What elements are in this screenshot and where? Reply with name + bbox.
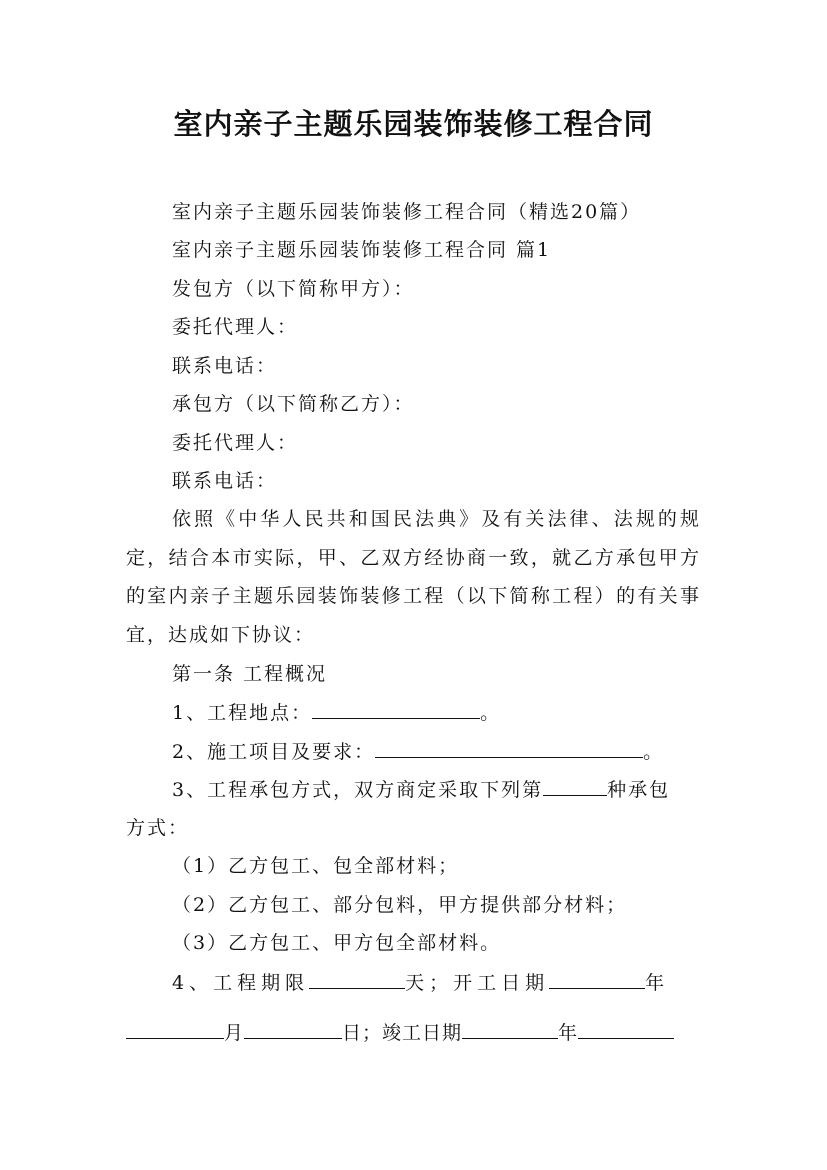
- start-year-blank[interactable]: [549, 969, 645, 989]
- party-b-agent: 委托代理人：: [172, 432, 299, 454]
- article-1-heading: 第一条 工程概况: [172, 663, 328, 685]
- item-1-end: 。: [480, 702, 502, 724]
- start-month-blank[interactable]: [126, 1019, 224, 1039]
- option-3: （3）乙方包工、甲方包全部材料。: [172, 932, 502, 954]
- section-heading: 室内亲子主题乐园装饰装修工程合同 篇1: [172, 239, 552, 261]
- item-4-e: 日；竣工日期: [342, 1022, 463, 1044]
- item-1-label: 1、工程地点：: [172, 702, 313, 724]
- item-4-c: 年: [645, 972, 670, 994]
- option-2: （2）乙方包工、部分包料，甲方提供部分材料；: [172, 894, 628, 916]
- item-4-a: 4、工程期限: [172, 972, 310, 994]
- option-1: （1）乙方包工、包全部材料；: [172, 855, 460, 877]
- item-2: [172, 738, 664, 765]
- item-3-text-b: 种承包: [607, 779, 671, 801]
- end-year-blank[interactable]: [462, 1019, 558, 1039]
- item-2-label: 2、施工项目及要求：: [172, 741, 376, 763]
- party-b-label: 承包方（以下简称乙方）：: [172, 393, 415, 415]
- item-3-line-1: [172, 776, 670, 803]
- duration-days-blank[interactable]: [309, 969, 405, 989]
- item-4-line-1: [172, 969, 669, 996]
- item-4-f: 年: [558, 1022, 579, 1044]
- item-2-end: 。: [643, 741, 665, 763]
- item-3-line-2: 方式：: [126, 817, 190, 839]
- party-a-label: 发包方（以下简称甲方）：: [172, 278, 415, 300]
- item-1: [172, 699, 501, 726]
- start-day-blank[interactable]: [244, 1019, 342, 1039]
- document-title: 室内亲子主题乐园装饰装修工程合同: [173, 107, 654, 141]
- item-4-b: 天；开工日期: [405, 972, 550, 994]
- intro-paragraph: 依照《中华人民共和国民法典》及有关法律、法规的规定，结合本市实际，甲、乙双方经协商一致，就乙方承包甲方的室内亲子主题乐园装饰装修工程（以下简称工程）的有关事宜，达成如下协议：: [126, 508, 701, 646]
- party-a-agent: 委托代理人：: [172, 316, 299, 338]
- document-subtitle: 室内亲子主题乐园装饰装修工程合同（精选20篇）: [172, 201, 642, 223]
- end-month-blank[interactable]: [578, 1019, 674, 1039]
- item-4-d: 月: [224, 1022, 245, 1044]
- item-3-text-a: 3、工程承包方式，双方商定采取下列第: [172, 779, 544, 801]
- party-a-phone: 联系电话：: [172, 355, 278, 377]
- party-b-phone: 联系电话：: [172, 470, 278, 492]
- project-requirements-blank[interactable]: [375, 738, 643, 758]
- item-4-line-2: [126, 1019, 674, 1046]
- contract-mode-blank[interactable]: [543, 776, 607, 796]
- location-blank[interactable]: [312, 699, 480, 719]
